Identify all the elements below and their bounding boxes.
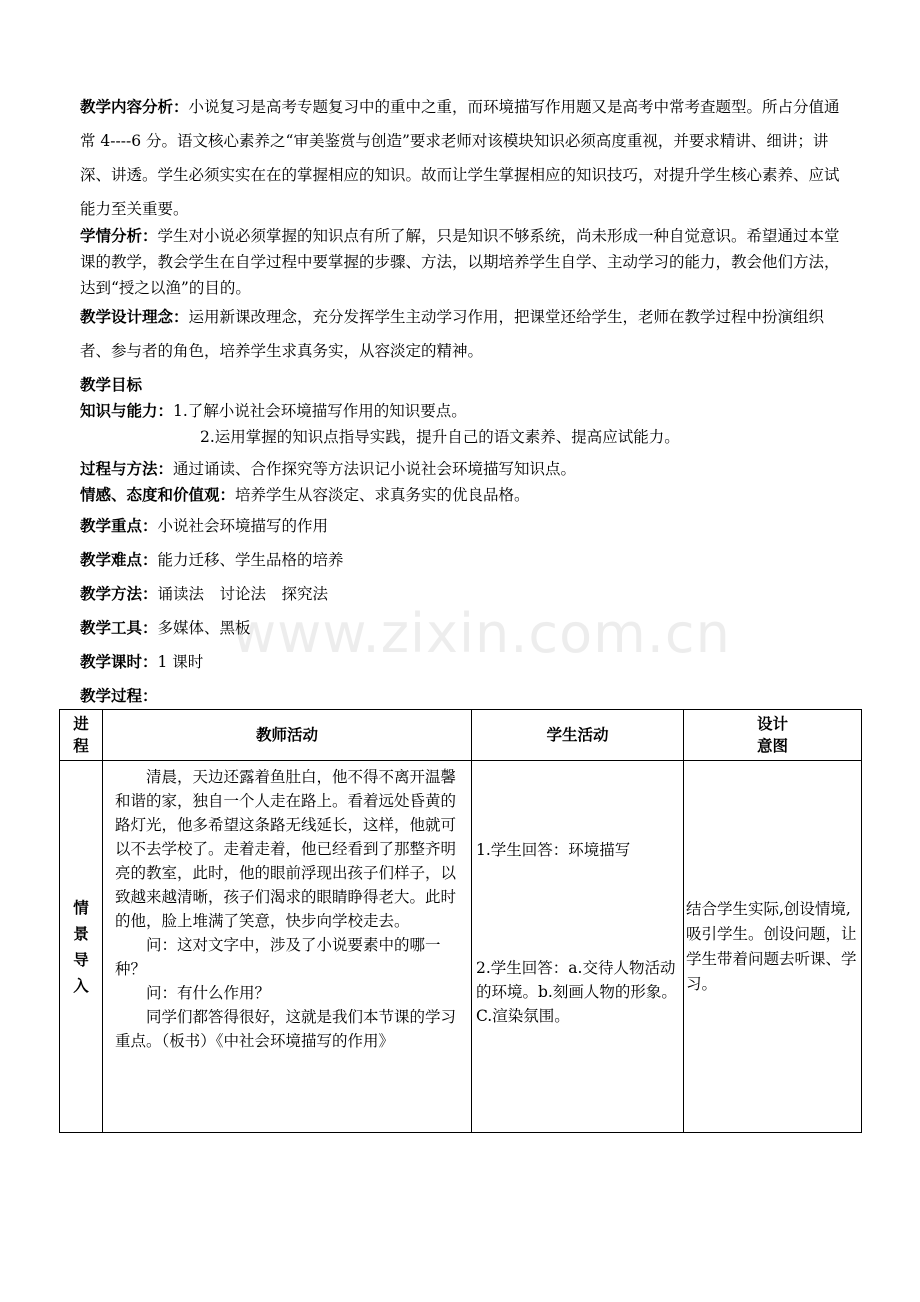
watermark: www.zixin.com.cn — [232, 602, 731, 665]
key-point-text: 小说社会环境描写的作用 — [157, 517, 329, 535]
student-activity-cell — [472, 761, 684, 1133]
stage-char: 景 — [73, 924, 89, 943]
learner-analysis-label: 学情分析： — [80, 227, 158, 245]
teacher-paragraph: 清晨，天边还露着鱼肚白，他不得不离开温馨和谐的家，独自一个人走在路上。看着远处昏黄的路灯光，他多希望这条路无线延长，这样，他就可以不去学校了。走着走着，他已经看到了那整齐明亮的教室，此时，他的眼前浮现出孩子们样子，以致越来越清晰，孩子们渴求的眼睛睁得老大。此时的他，脸上堆满了笑意，快步向学校走去。 — [115, 768, 457, 930]
teacher-activity-cell — [103, 761, 472, 1133]
content-analysis-text: 小说复习是高考专题复习中的重中之重，而环境描写作用题又是高考中常考查题型。所占分值通常 4----6 分。语文核心素养之“审美鉴赏与创造”要求老师对该模块知识必须高度重视，并要求精讲、细讲；讲深、讲透。学生必须实实在在的掌握相应的知识。故而让学生掌握相应的知识技巧，对提升学生核心素养、应试能力至关重要。 — [80, 98, 840, 218]
header-stage-line-1: 进 — [73, 715, 89, 733]
knowledge-item-1: 1.了解小说社会环境描写作用的知识要点。 — [173, 402, 467, 420]
content-analysis-label: 教学内容分析： — [80, 98, 189, 116]
hours-label: 教学课时： — [80, 653, 158, 671]
hours-line — [80, 649, 203, 675]
content-analysis-paragraph — [80, 90, 842, 226]
teacher-paragraph: 问：有什么作用？ — [146, 984, 271, 1002]
header-design-line-2: 意图 — [756, 737, 788, 755]
process-title: 教学过程： — [80, 687, 158, 705]
hours-text: 1 课时 — [157, 653, 204, 671]
process-method-line — [80, 456, 576, 482]
design-concept-text: 运用新课改理念，充分发挥学生主动学习作用，把课堂还给学生，老师在教学过程中扮演组织者、参与者的角色，培养学生求真务实，从容淡定的精神。 — [80, 308, 825, 360]
key-point-label: 教学重点： — [80, 517, 158, 535]
design-concept-paragraph — [80, 300, 842, 368]
learner-analysis-text: 学生对小说必须掌握的知识点有所了解，只是知识不够系统，尚未形成一种自觉意识。希望通过本堂课的教学，教会学生在自学过程中要掌握的步骤、方法，以期培养学生自学、主动学习的能力，教会他们方法，达到“授之以渔”的目的。 — [80, 227, 840, 297]
methods-text: 诵读法 讨论法 探究法 — [157, 585, 329, 603]
emotion-label: 情感、态度和价值观： — [80, 486, 236, 504]
header-stage-line-2: 程 — [73, 737, 89, 755]
stage-char: 情 — [73, 898, 89, 917]
stage-char: 导 — [73, 950, 89, 969]
tools-line — [80, 615, 251, 641]
table-header-row — [60, 710, 862, 761]
methods-label: 教学方法： — [80, 585, 158, 603]
emotion-text: 培养学生从容淡定、求真务实的优良品格。 — [235, 486, 530, 504]
student-answer-2: 2.学生回答：a.交待人物活动的环境。b.刻画人物的形象。C.渲染氛围。 — [476, 959, 677, 1025]
learner-analysis-paragraph — [80, 223, 842, 301]
design-intent-cell: 结合学生实际,创设情境,吸引学生。创设问题，让学生带着问题去听课、学习。 — [684, 761, 862, 1133]
teacher-paragraph: 同学们都答得很好，这就是我们本节课的学习重点。（板书）《中社会环境描写的作用》 — [115, 1008, 457, 1050]
teaching-process-table — [59, 709, 862, 1133]
knowledge-label: 知识与能力： — [80, 402, 174, 420]
tools-label: 教学工具： — [80, 619, 158, 637]
process-method-text: 通过诵读、合作探究等方法识记小说社会环境描写知识点。 — [173, 460, 577, 478]
tools-text: 多媒体、黑板 — [157, 619, 251, 637]
difficulty-line — [80, 547, 344, 573]
student-answer-1: 1.学生回答：环境描写 — [476, 841, 631, 859]
header-design — [684, 710, 862, 761]
teacher-paragraph: 问：这对文字中，涉及了小说要素中的哪一种？ — [115, 936, 441, 978]
goals-title: 教学目标 — [80, 376, 143, 394]
stage-cell — [60, 761, 103, 1133]
table-row — [60, 761, 862, 1133]
header-stage — [60, 710, 103, 761]
key-point-line — [80, 513, 328, 539]
process-method-label: 过程与方法： — [80, 460, 174, 478]
stage-char: 入 — [73, 976, 89, 995]
header-teacher: 教师活动 — [103, 710, 472, 761]
knowledge-line-1 — [80, 398, 467, 424]
design-concept-label: 教学设计理念： — [80, 308, 189, 326]
emotion-line — [80, 482, 530, 508]
header-design-line-1: 设计 — [756, 715, 788, 733]
difficulty-text: 能力迁移、学生品格的培养 — [157, 551, 344, 569]
knowledge-item-2: 2.运用掌握的知识点指导实践，提升自己的语文素养、提高应试能力。 — [200, 428, 680, 446]
header-student: 学生活动 — [472, 710, 684, 761]
difficulty-label: 教学难点： — [80, 551, 158, 569]
